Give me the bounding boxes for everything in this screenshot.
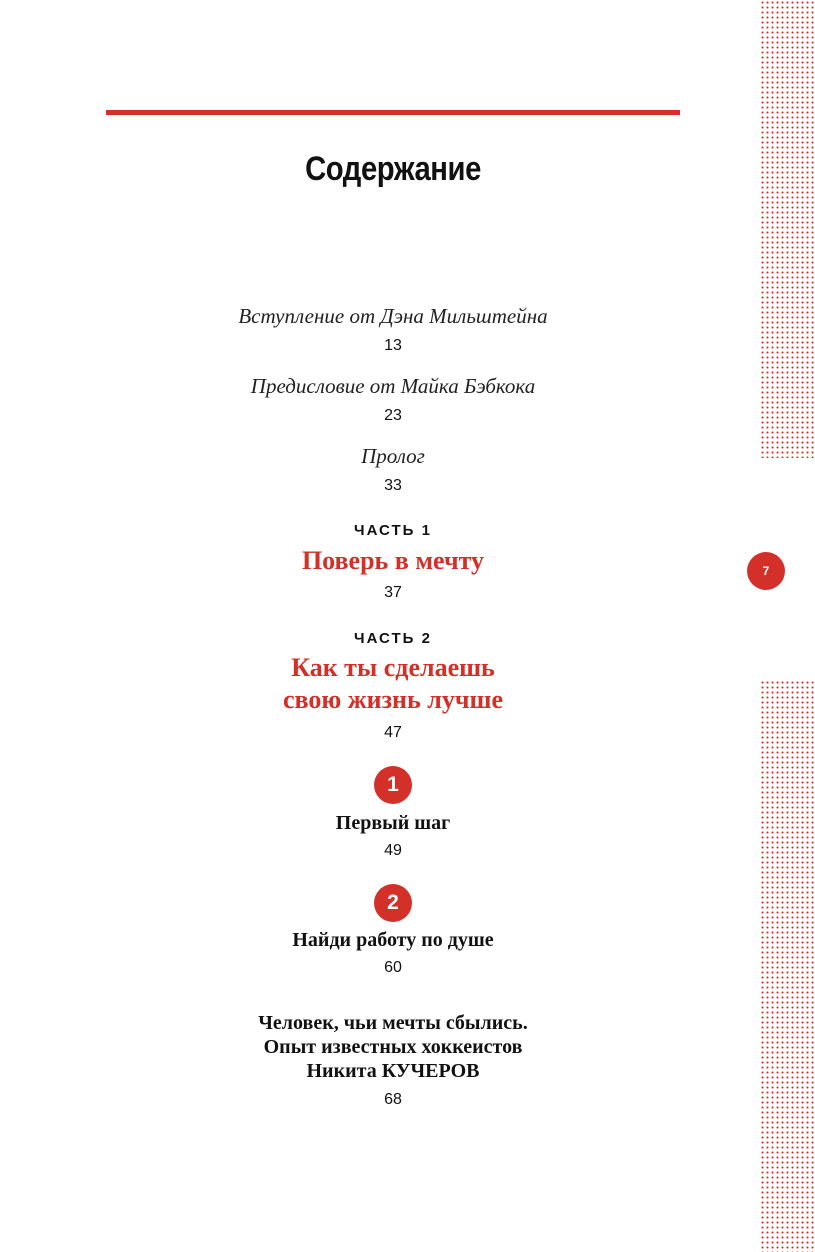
part2-title-line1[interactable]: Как ты сделаешь [291,653,495,682]
dot-pattern-top [760,0,815,458]
feature-line3[interactable]: Никита КУЧЕРОВ [306,1060,480,1082]
chapter1-page: 49 [384,842,402,859]
part2-page: 47 [384,724,402,741]
feature-line2[interactable]: Опыт известных хоккеистов [263,1036,523,1058]
feature-line1[interactable]: Человек, чьи мечты сбылись. [258,1012,528,1034]
top-red-rule [106,110,680,115]
page-title: Содержание [305,150,481,188]
part1-page: 37 [384,584,402,601]
feature-page: 68 [384,1091,402,1108]
part1-title[interactable]: Поверь в мечту [301,546,485,575]
toc-entry-prologue-page: 33 [384,477,402,494]
toc-entry-prologue-title[interactable]: Пролог [361,444,425,468]
part1-label: ЧАСТЬ 1 [354,522,432,539]
chapter1-number-badge: 1 [374,766,412,804]
chapter1-title[interactable]: Первый шаг [335,812,451,834]
toc-entry-intro-page: 13 [384,337,402,354]
part2-label: ЧАСТЬ 2 [354,630,432,647]
toc-entry-intro-title[interactable]: Вступление от Дэна Мильштейна [238,304,548,328]
part2-title-line2[interactable]: свою жизнь лучше [282,685,504,714]
chapter2-page: 60 [384,959,402,976]
dot-pattern-bottom [760,680,815,1252]
chapter2-title[interactable]: Найди работу по душе [292,929,494,951]
chapter2-number-badge: 2 [374,884,412,922]
toc-entry-foreword-title[interactable]: Предисловие от Майка Бэбкока [250,374,536,398]
page-number-badge: 7 [747,552,785,590]
toc-entry-foreword-page: 23 [384,407,402,424]
